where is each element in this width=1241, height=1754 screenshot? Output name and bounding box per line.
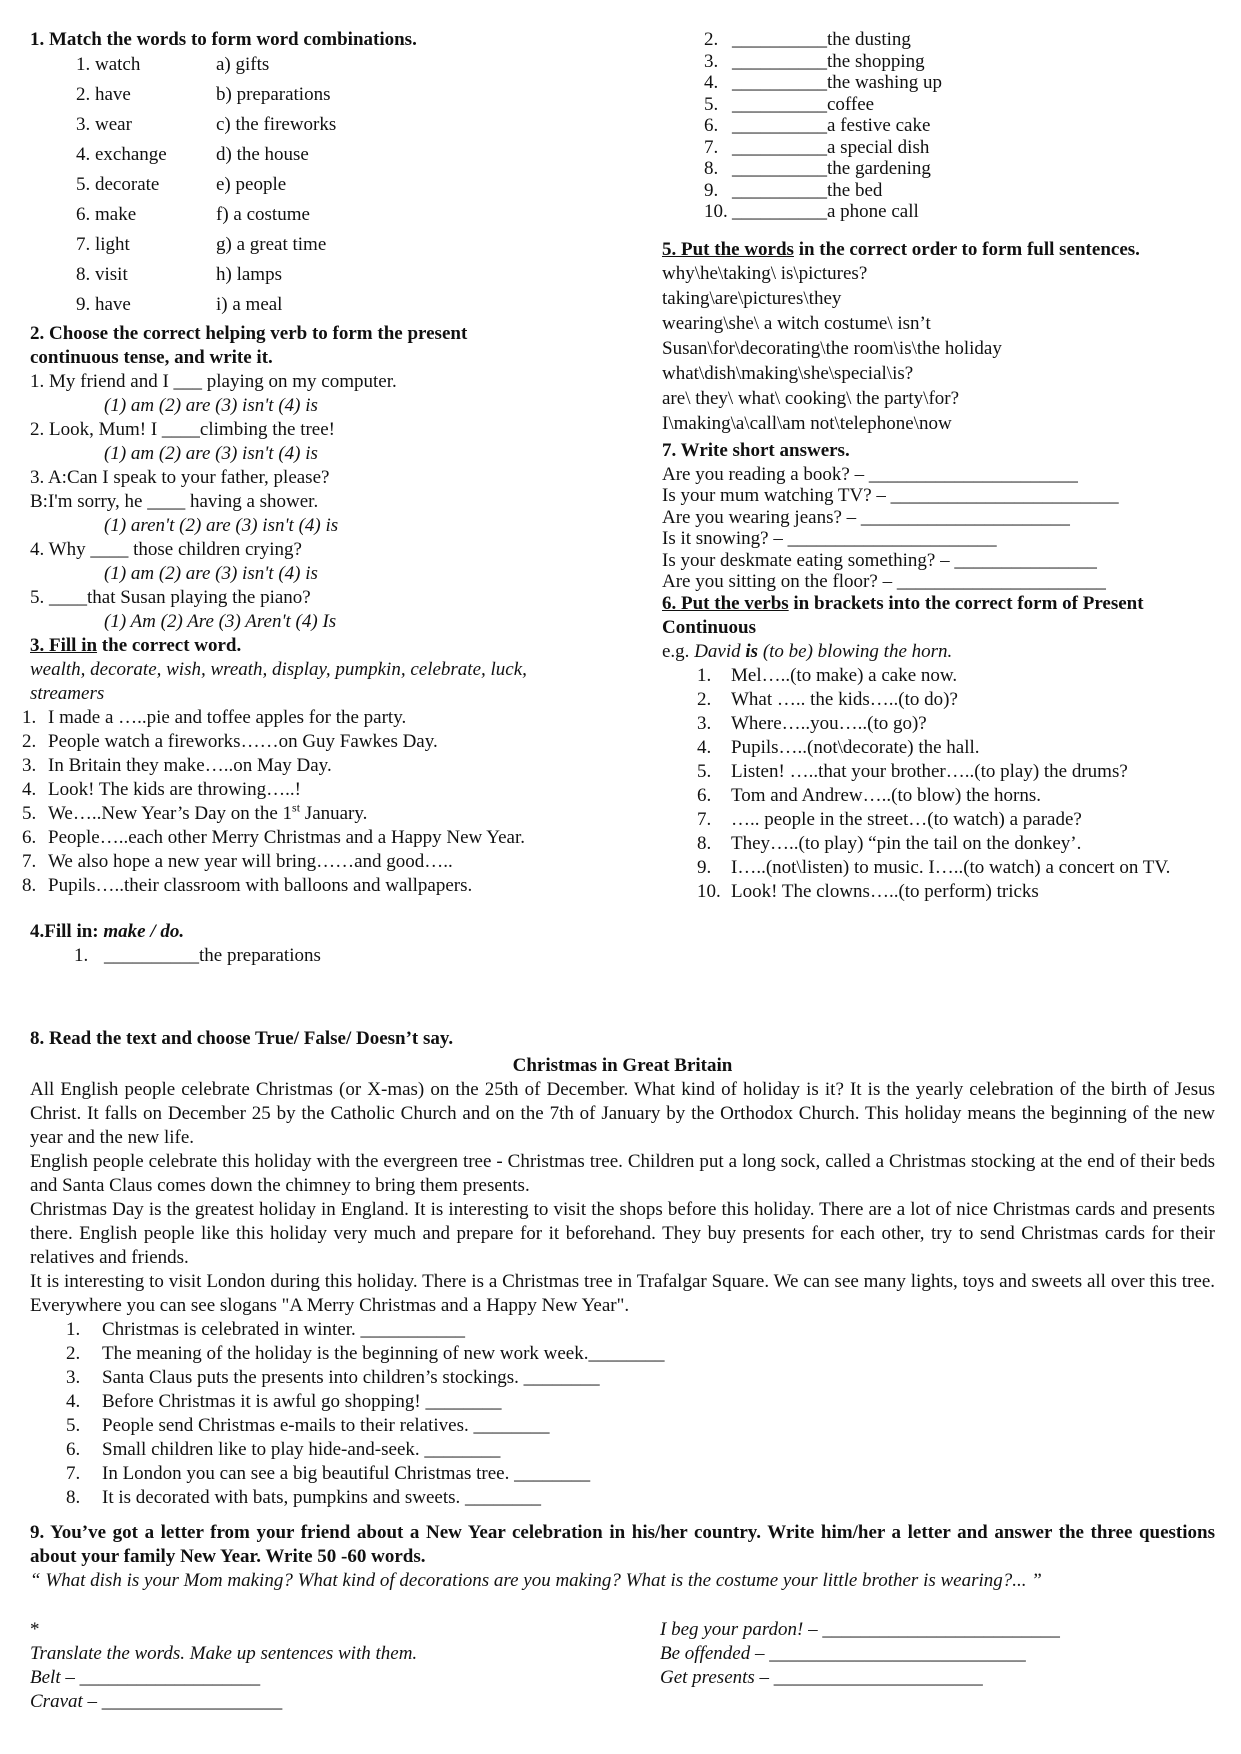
list-number: 6.	[697, 784, 712, 806]
exercise-8-statement: Santa Claus puts the presents into children’s stockings. ________	[102, 1367, 600, 1388]
exercise-6-item: Listen! …..that your brother…..(to play) the drums?	[731, 760, 1128, 782]
match-left-item: 8. visit	[76, 264, 128, 285]
exercise-3-item-5-sup: st	[292, 800, 301, 815]
match-row	[50, 110, 650, 140]
list-item	[697, 688, 1217, 712]
exercise-4-blank: __________	[732, 158, 827, 179]
reading-paragraph-4: It is interesting to visit London during this holiday. There is a Christmas tree in Trafalgar Square. We can see many lights, toys and sweets all over this tree. Everywhere you can see slogans "A Merry Christmas and a Happy New Year".	[30, 1271, 1215, 1316]
exercise-1	[30, 28, 650, 320]
exercise-4-item-1	[30, 944, 650, 968]
example-subject: David	[694, 640, 746, 662]
exercise-2-q3-b: B:I'm sorry, he ____ having a shower.	[30, 491, 319, 512]
exercise-4-item-text: the preparations	[199, 945, 321, 966]
exercise-8-statement: People send Christmas e-mails to their relatives. ________	[102, 1415, 550, 1436]
exercise-2-q1: 1. My friend and I ___ playing on my computer.	[30, 371, 397, 392]
exercise-3-item-8: Pupils…..their classroom with balloons and wallpapers.	[48, 875, 473, 896]
exercise-4-item-text: coffee	[827, 93, 875, 115]
exercise-4-item-text: the bed	[827, 179, 883, 201]
match-left-item: 3. wear	[76, 114, 132, 135]
exercise-4-item-number: 5.	[704, 93, 719, 115]
exercise-6-item: Tom and Andrew…..(to blow) the horns.	[731, 784, 1042, 806]
match-row	[50, 260, 650, 290]
exercise-7	[662, 439, 1217, 592]
exercise-4-item-number: 9.	[704, 179, 719, 201]
exercise-4-item	[704, 114, 1217, 136]
exercise-8-statement: Before Christmas it is awful go shopping! ________	[102, 1391, 502, 1412]
match-row	[50, 200, 650, 230]
exercise-3-item-6: People…..each other Merry Christmas and a Happy New Year.	[48, 827, 525, 848]
match-right-item: f) a costume	[216, 204, 310, 225]
list-item	[697, 880, 1217, 904]
exercise-8-statement: Christmas is celebrated in winter. ___________	[102, 1319, 466, 1340]
list-number: 7.	[66, 1463, 81, 1484]
exercise-5-title	[662, 238, 1217, 262]
exercise-5-rows	[662, 262, 1217, 437]
list-item: 2. People watch a fireworks……on Guy Fawkes Day.	[22, 731, 438, 752]
exercise-4-item	[704, 200, 1217, 222]
list-item	[697, 760, 1217, 784]
list-number: 10.	[697, 880, 721, 902]
exercise-6-item: Mel…..(to make) a cake now.	[731, 664, 958, 686]
exercise-4-item-number: 1.	[74, 945, 89, 966]
list-item	[697, 856, 1217, 880]
list-number: 4.	[66, 1391, 81, 1412]
exercise-4-title-b: make / do.	[103, 921, 185, 942]
list-number: 2.	[66, 1343, 81, 1364]
exercise-3-item-5: We…..New Year’s Day on the 1	[48, 803, 293, 824]
exercise-5-item: are\ they\ what\ cooking\ the party\for?	[662, 387, 960, 409]
exercise-3-item-1: I made a …..pie and toffee apples for the party.	[48, 707, 407, 728]
list-item	[66, 1462, 1215, 1486]
list-item	[697, 712, 1217, 736]
exercise-3-title-a: 3. Fill in	[30, 635, 98, 656]
exercise-6-item: What ….. the kids…..(to do)?	[731, 688, 958, 710]
exercise-3-item-4: Look! The kids are throwing…..!	[48, 779, 301, 800]
exercise-6-title-b: in brackets into the correct form of Present	[788, 592, 1144, 614]
exercise-6-item: Look! The clowns…..(to perform) tricks	[731, 880, 1039, 902]
extra-phrase-pardon: I beg your pardon! – _________________________	[660, 1619, 1060, 1640]
list-number: 8.	[697, 832, 712, 854]
exercise-4-blank: __________	[732, 50, 827, 72]
list-item: 6. People…..each other Merry Christmas and a Happy New Year.	[22, 826, 650, 850]
reading-paragraph-2: English people celebrate this holiday with the evergreen tree - Christmas tree. Children put a long sock, called a Christmas stocking at the end of their beds and Santa Claus comes down the chimney to bring them presents.	[30, 1151, 1215, 1196]
reading-title: Christmas in Great Britain	[512, 1055, 733, 1076]
match-left-item: 2. have	[76, 84, 131, 105]
exercise-4-item-text: the gardening	[827, 158, 931, 179]
exercise-4-item	[704, 71, 1217, 93]
exercise-4-blank: __________	[732, 115, 827, 136]
list-item	[697, 784, 1217, 808]
extra-instruction: Translate the words. Make up sentences with them.	[30, 1643, 418, 1664]
exercise-5-item: why\he\taking\ is\pictures?	[662, 262, 868, 284]
exercise-4-item-number: 3.	[704, 50, 719, 72]
exercise-4-item-number: 4.	[704, 72, 719, 93]
exercise-5-item: taking\are\pictures\they	[662, 287, 842, 309]
exercise-6-item: They…..(to play) “pin the tail on the donkey’.	[731, 832, 1082, 854]
exercise-2-q3: 3. A:Can I speak to your father, please?	[30, 467, 330, 488]
example-rest: (to be) blowing the horn.	[758, 640, 953, 662]
right-column	[662, 28, 1217, 904]
extra-task-right	[660, 1618, 1060, 1714]
reading-paragraph-3: Christmas Day is the greatest holiday in England. It is interesting to visit the shops before this holiday. There are a lot of nice Christmas cards and presents there. English people like this holiday very much and prepare for it beforehand. They buy presents for each other, try to send Christmas cards for their relatives and friends.	[30, 1199, 1215, 1268]
exercise-3-item-2: People watch a fireworks……on Guy Fawkes Day.	[48, 731, 438, 752]
exercise-7-item: Is it snowing? – ______________________	[662, 528, 997, 549]
exercise-2-options-4: (1) am (2) are (3) isn't (4) is	[104, 563, 318, 584]
list-item: 3. In Britain they make…..on May Day.	[22, 755, 332, 776]
list-item	[66, 1438, 1215, 1462]
list-number: 1.	[66, 1319, 81, 1340]
match-row	[50, 80, 650, 110]
exercise-7-item: Are you wearing jeans? – ______________________	[662, 506, 1070, 528]
exercise-4-item-number: 2.	[704, 29, 719, 50]
exercise-7-rows	[662, 463, 1217, 592]
list-number: 5.	[66, 1415, 81, 1436]
list-item: 8. Pupils…..their classroom with balloons and wallpapers.	[22, 875, 473, 896]
match-right-item: d) the house	[216, 144, 309, 165]
list-item	[66, 1414, 1215, 1438]
exercise-4-blank: __________	[732, 179, 827, 201]
exercise-4-item-text: the washing up	[827, 72, 943, 93]
exercise-8-list	[30, 1318, 1215, 1510]
exercise-6-title-a: 6. Put the verbs	[662, 592, 789, 614]
exercise-5-item: I\making\a\call\am not\telephone\now	[662, 412, 952, 434]
extra-task-left	[30, 1618, 660, 1714]
exercise-2-q4: 4. Why ____ those children crying?	[30, 539, 302, 560]
exercise-6-title	[662, 592, 1217, 616]
exercise-4-blank: __________	[104, 945, 199, 966]
list-number: 6.	[66, 1439, 81, 1460]
exercise-3-item-7: We also hope a new year will bring……and good…..	[48, 851, 453, 872]
match-right-item: e) people	[216, 174, 287, 195]
list-item	[66, 1390, 1215, 1414]
list-item	[66, 1318, 1215, 1342]
list-number: 3.	[697, 712, 712, 734]
exercise-8-statement: In London you can see a big beautiful Christmas tree. ________	[102, 1463, 591, 1484]
exercise-6	[662, 592, 1217, 904]
list-number: 4.	[697, 736, 712, 758]
exercise-4-item	[704, 136, 1217, 158]
exercise-4-continued	[662, 28, 1217, 222]
list-number: 3.	[66, 1367, 81, 1388]
match-left-item: 1. watch	[76, 54, 141, 75]
exercise-1-title: 1. Match the words to form word combinations.	[30, 29, 417, 50]
list-item	[697, 736, 1217, 760]
exercise-6-list	[662, 664, 1217, 904]
exercise-5-item: Susan\for\decorating\the room\is\the holiday	[662, 337, 1002, 359]
exercise-4-blank: __________	[732, 72, 827, 93]
list-item: 1. I made a …..pie and toffee apples for the party.	[22, 707, 407, 728]
list-item	[66, 1366, 1215, 1390]
extra-word-belt: Belt – ___________________	[30, 1667, 261, 1688]
exercise-3-item-5-tail: January.	[300, 803, 368, 824]
exercise-9	[30, 1521, 1215, 1593]
exercise-6-title-c: Continuous	[662, 616, 756, 638]
match-row	[50, 230, 650, 260]
exercise-2	[30, 322, 650, 634]
list-number: 2.	[697, 688, 712, 710]
exercise-4-item	[704, 157, 1217, 179]
exercise-4-blank: __________	[732, 29, 827, 50]
match-row	[50, 170, 650, 200]
exercise-4-blank: __________	[732, 93, 827, 115]
exercise-3-title-b: the correct word.	[97, 635, 242, 656]
exercise-4-item-number: 10.	[704, 201, 728, 222]
list-item	[697, 832, 1217, 856]
exercise-2-options-2: (1) am (2) are (3) isn't (4) is	[104, 443, 318, 464]
list-number: 7.	[697, 808, 712, 830]
exercise-5-item: wearing\she\ a witch costume\ isn’t	[662, 312, 931, 334]
exercise-5-item: what\dish\making\she\special\is?	[662, 362, 914, 384]
exercise-4	[30, 920, 650, 968]
exercise-8	[30, 1027, 1215, 1510]
match-right-item: c) the fireworks	[216, 114, 337, 135]
list-number: 8.	[66, 1487, 81, 1508]
list-item: 5. We…..New Year’s Day on the 1st January.	[22, 800, 368, 824]
exercise-6-item: I…..(not\listen) to music. I…..(to watch) a concert on TV.	[731, 856, 1171, 878]
exercise-2-q5: 5. ____that Susan playing the piano?	[30, 587, 311, 608]
exercise-7-item: Is your mum watching TV? – ________________________	[662, 485, 1119, 506]
exercise-6-item: Pupils…..(not\decorate) the hall.	[731, 736, 980, 758]
exercise-6-item: ….. people in the street…(to watch) a parade?	[731, 808, 1082, 830]
extra-task	[30, 1618, 1215, 1714]
exercise-5-title-a: 5. Put the words	[662, 238, 794, 260]
exercise-4-item-text: a festive cake	[827, 115, 931, 136]
exercise-3-list	[22, 706, 650, 898]
reading-paragraph-1: All English people celebrate Christmas (or X-mas) on the 25th of December. What kind of holiday is it? It is the yearly celebration of the birth of Jesus Christ. It falls on December 25 by the Catholic Church and on the 7th of January by the Orthodox Church. This holiday means the beginning of the new year and the new life.	[30, 1079, 1215, 1148]
match-left-item: 4. exchange	[76, 144, 167, 165]
exercise-9-title: 9. You’ve got a letter from your friend about a New Year celebration in his/her country. Write him/her a letter and answer the three questions about your family New Year. Write 50 -60 words.	[30, 1522, 1215, 1567]
match-right-item: g) a great time	[216, 234, 327, 255]
exercise-8-title: 8. Read the text and choose True/ False/ Doesn’t say.	[30, 1028, 454, 1049]
exercise-4-item-number: 8.	[704, 158, 719, 179]
example-prefix: e.g.	[662, 640, 695, 662]
list-number: 9.	[697, 856, 712, 878]
exercise-6-item: Where…..you…..(to go)?	[731, 712, 927, 734]
list-number: 5.	[697, 760, 712, 782]
exercise-3	[22, 634, 650, 898]
list-item	[697, 808, 1217, 832]
exercise-6-example	[662, 640, 1217, 664]
exercise-4-item	[704, 28, 1217, 50]
exercise-7-item: Are you sitting on the floor? – ______________________	[662, 571, 1106, 592]
exercise-7-item: Is your deskmate eating something? – _______________	[662, 549, 1097, 571]
list-number: 1.	[697, 664, 712, 686]
list-item: 7. We also hope a new year will bring……and good…..	[22, 851, 453, 872]
exercise-2-q2: 2. Look, Mum! I ____climbing the tree!	[30, 419, 335, 440]
match-right-item: a) gifts	[216, 54, 270, 75]
exercise-4-item-text: the dusting	[827, 29, 911, 50]
exercise-4-title	[30, 920, 650, 944]
match-right-item: h) lamps	[216, 264, 282, 285]
match-right-item: b) preparations	[216, 84, 331, 105]
exercise-2-options-1: (1) am (2) are (3) isn't (4) is	[104, 395, 318, 416]
exercise-4-item-text: a phone call	[827, 201, 919, 222]
exercise-4-item	[704, 179, 1217, 201]
exercise-3-item-3: In Britain they make…..on May Day.	[48, 755, 332, 776]
list-item	[66, 1342, 1215, 1366]
exercise-4-item-number: 7.	[704, 136, 719, 158]
exercise-8-statement: The meaning of the holiday is the beginning of new work week.________	[102, 1343, 665, 1364]
example-verb: is	[745, 640, 759, 662]
exercise-5-title-b: in the correct order to form full sentences.	[793, 238, 1140, 260]
exercise-3-word-bank: wealth, decorate, wish, wreath, display, pumpkin, celebrate, luck, streamers	[30, 659, 527, 704]
exercise-2-options-3: (1) aren't (2) are (3) isn't (4) is	[104, 515, 339, 536]
exercise-3-title	[30, 634, 650, 658]
match-row	[50, 290, 650, 320]
exercise-7-title: 7. Write short answers.	[662, 439, 850, 461]
extra-star: *	[30, 1619, 40, 1640]
exercise-4-item-text: a special dish	[827, 136, 930, 158]
exercise-8-statement: Small children like to play hide-and-seek. ________	[102, 1439, 501, 1460]
match-left-item: 7. light	[76, 234, 130, 255]
exercise-4-item	[704, 50, 1217, 72]
exercise-2-title-line2: continuous tense, and write it.	[30, 347, 273, 368]
extra-word-cravat: Cravat – ___________________	[30, 1691, 283, 1712]
match-row	[50, 140, 650, 170]
list-item	[66, 1486, 1215, 1510]
list-item: 4. Look! The kids are throwing…..!	[22, 779, 301, 800]
left-column	[22, 28, 650, 968]
extra-phrase-offended: Be offended – ___________________________	[660, 1643, 1026, 1664]
match-left-item: 9. have	[76, 294, 131, 315]
exercise-1-rows	[30, 50, 650, 320]
match-right-item: i) a meal	[216, 294, 283, 315]
match-row	[50, 50, 650, 80]
exercise-4-item	[704, 93, 1217, 115]
exercise-4-item-text: the shopping	[827, 50, 925, 72]
exercise-4-blank: __________	[732, 201, 827, 222]
exercise-4-item-number: 6.	[704, 115, 719, 136]
extra-phrase-presents: Get presents – ______________________	[660, 1667, 983, 1688]
exercise-9-quote: “ What dish is your Mom making? What kind of decorations are you making? What is the costume your little brother is wearing?... ”	[30, 1570, 1042, 1591]
extra-task-row	[30, 1618, 1215, 1714]
exercise-5	[662, 238, 1217, 437]
exercise-7-item: Are you reading a book? – ______________________	[662, 463, 1078, 485]
match-left-item: 6. make	[76, 204, 137, 225]
list-item	[697, 664, 1217, 688]
exercise-2-title-line1: 2. Choose the correct helping verb to form the present	[30, 323, 468, 344]
match-left-item: 5. decorate	[76, 174, 160, 195]
exercise-8-statement: It is decorated with bats, pumpkins and sweets. ________	[102, 1487, 542, 1508]
exercise-2-options-5: (1) Am (2) Are (3) Aren't (4) Is	[104, 611, 337, 632]
exercise-4-blank: __________	[732, 136, 827, 158]
exercise-4-title-a: 4.Fill in:	[30, 921, 104, 942]
